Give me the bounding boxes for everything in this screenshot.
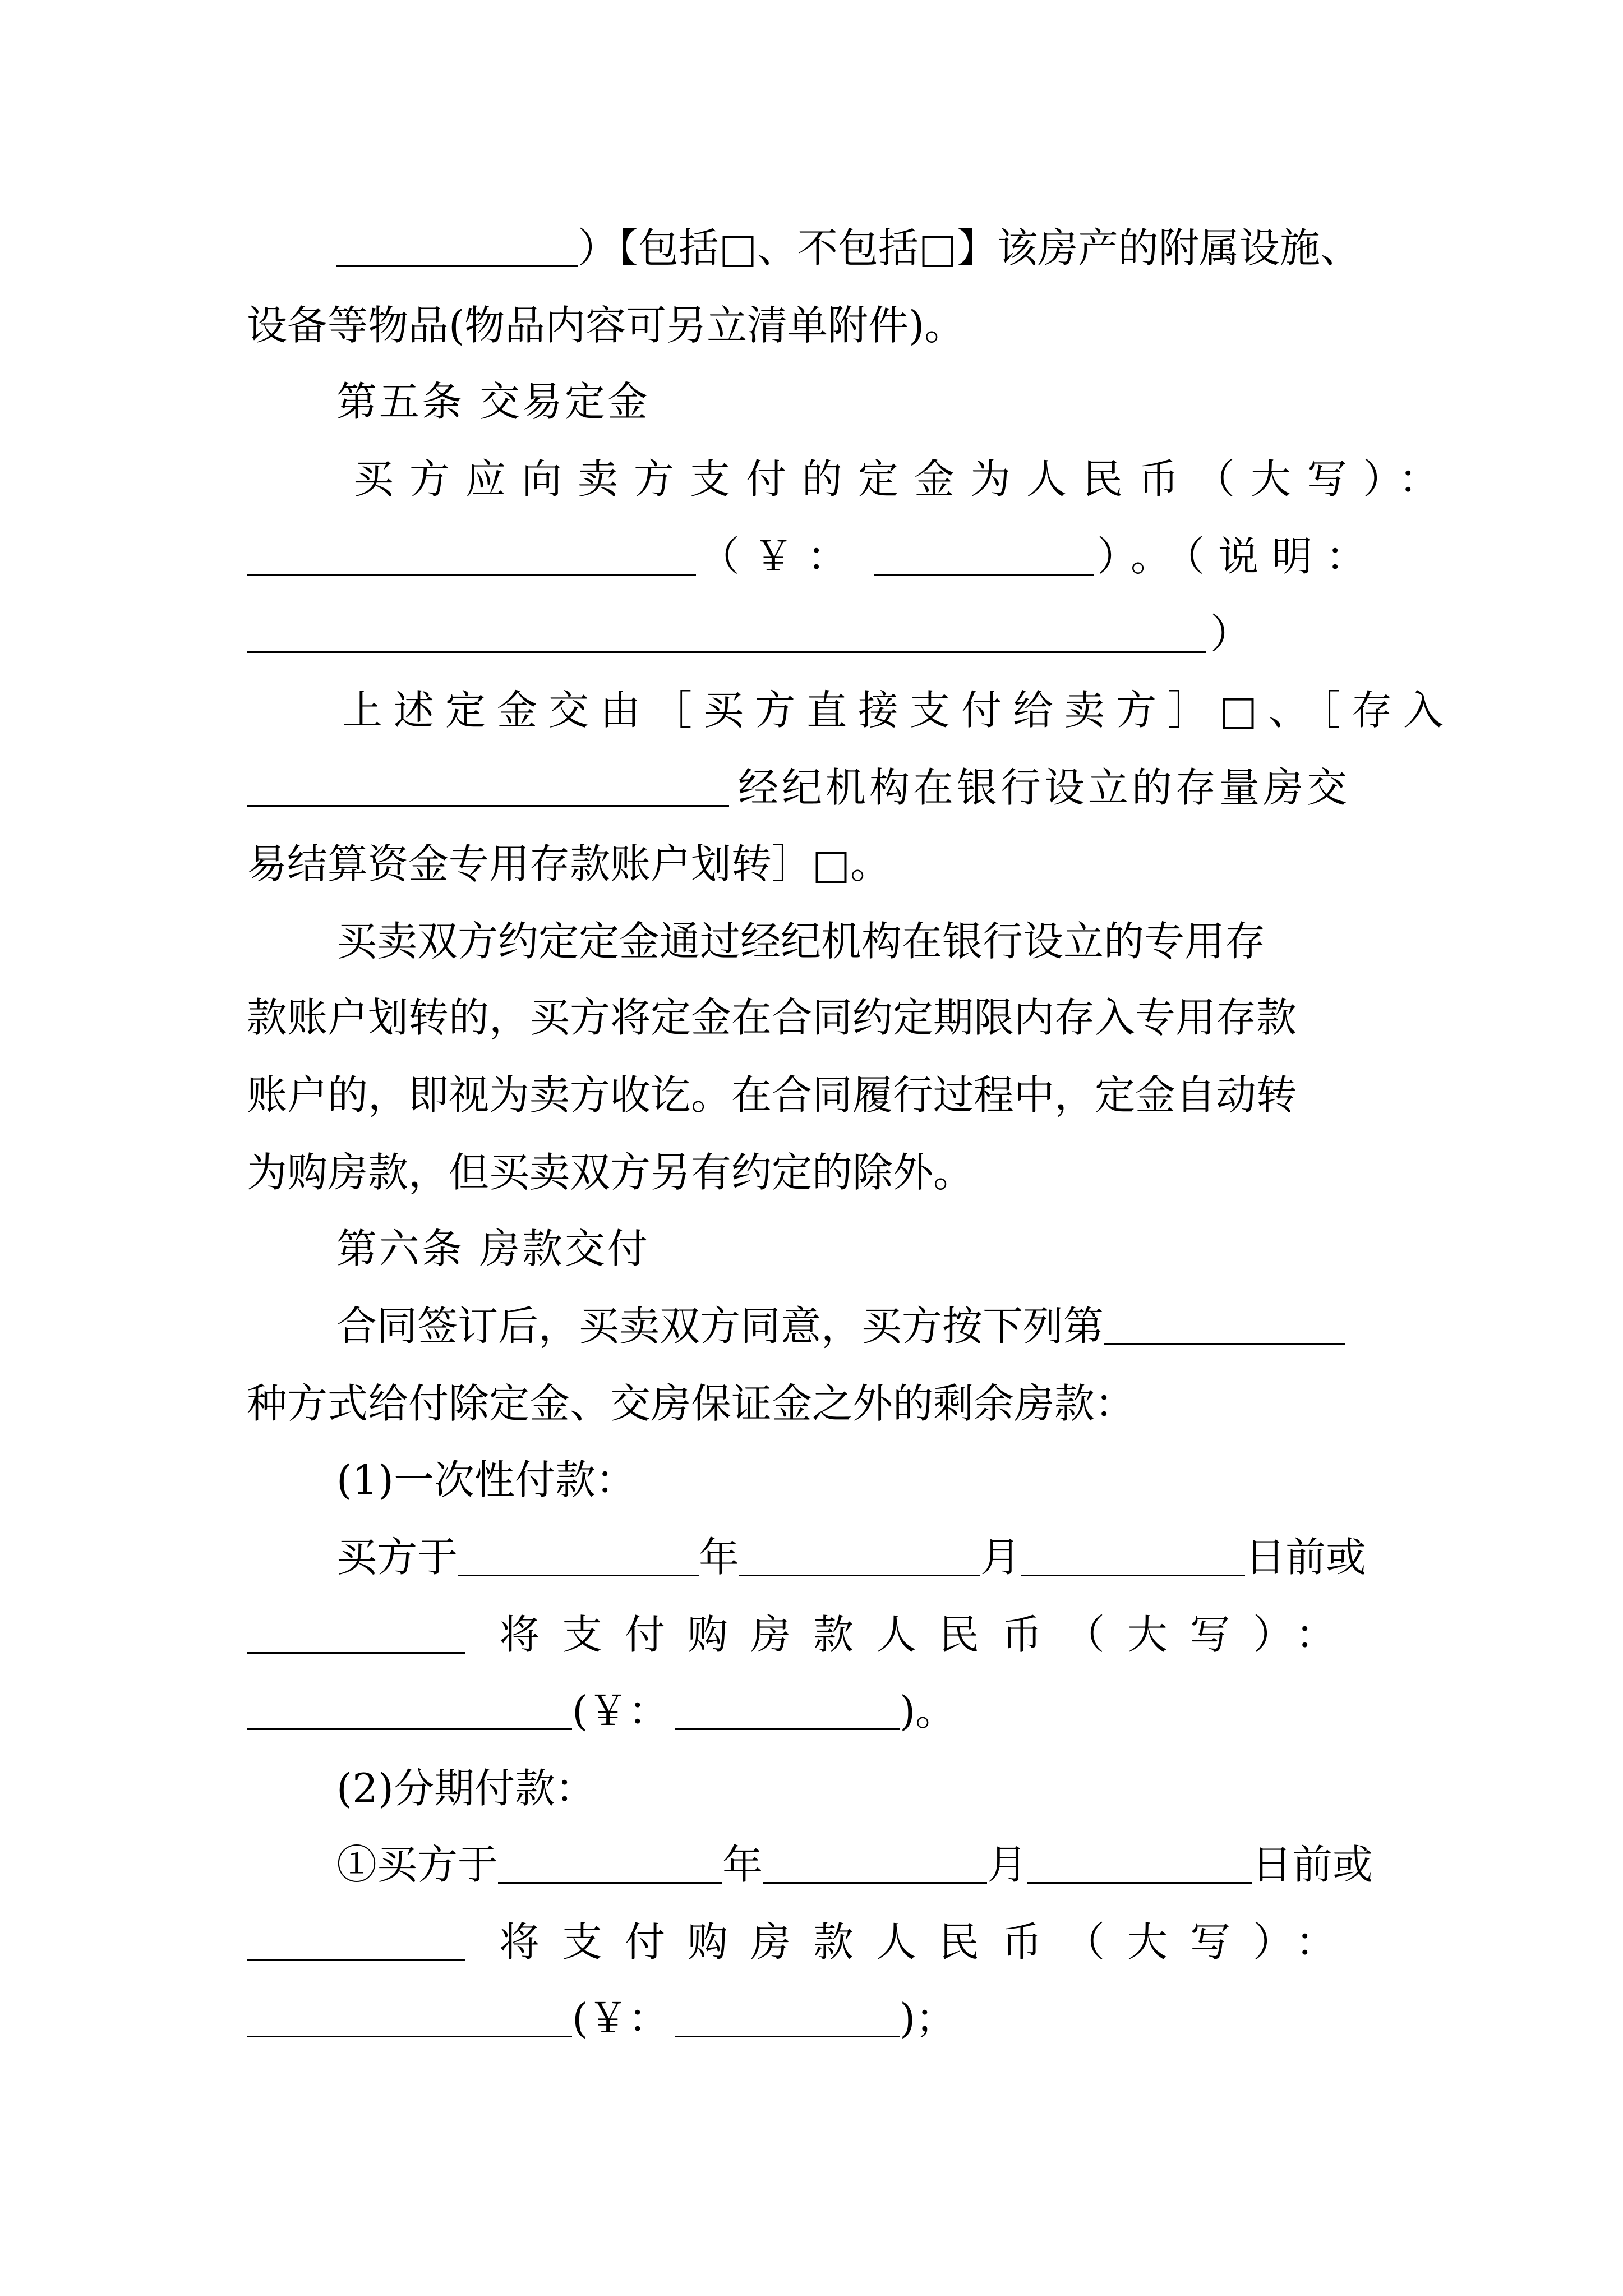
blank-underline [247, 803, 729, 807]
text-line-19 [247, 1601, 1380, 1668]
text-line-21-content: (2)分期付款： [336, 1765, 596, 1812]
section-heading-6-text: 第六条 房款交付 [336, 1225, 650, 1272]
text-line-24 [247, 1985, 1380, 2052]
text-line-11 [247, 984, 1380, 1051]
text-line-22 [247, 1831, 1380, 1898]
buyer-label: 买方于 [336, 1534, 458, 1581]
text-line-9-content: 易结算资金专用存款账户划转］□。 [247, 840, 891, 887]
text-line-10 [247, 908, 1380, 975]
text-line-8 [247, 754, 1380, 821]
text-line-7 [247, 677, 1455, 744]
text-line-4 [247, 445, 1455, 513]
text-line-12 [247, 1061, 1380, 1129]
text-line-1-content: ）【包括□、不包括□】该房产的附属设施、 [578, 224, 1361, 272]
day-blank [1021, 1572, 1245, 1576]
text-line-10-content: 买卖双方约定定金通过经纪机构在银行设立的专用存 [336, 918, 1266, 965]
month-label: 月 [987, 1841, 1028, 1888]
blank-underline [247, 572, 696, 576]
amount-blank [675, 1726, 900, 1730]
text-line-23-content: 将支付购房款人民币（大写）： [499, 1918, 1359, 1966]
buyer-label: ①买方于 [336, 1841, 499, 1888]
currency-label: (￥： [572, 1995, 669, 2042]
currency-label: （￥： [699, 533, 861, 580]
year-blank [498, 1880, 722, 1884]
text-line-4-content: 买方应向卖方支付的定金为人民币（大写）： [353, 455, 1455, 503]
closing-paren: )。 [900, 1687, 956, 1734]
text-line-9 [247, 830, 1380, 898]
day-label: 日前或 [1245, 1534, 1367, 1581]
text-line-11-content: 款账户划转的，买方将定金在合同约定期限内存入专用存款 [247, 994, 1297, 1041]
section-heading-5-text: 第五条 交易定金 [336, 378, 650, 425]
text-line-15-content: 合同签订后，买卖双方同意，买方按下列第 [336, 1303, 1104, 1350]
text-line-15 [247, 1292, 1380, 1360]
text-line-21 [247, 1755, 1380, 1822]
blank-underline [247, 1957, 465, 1961]
text-line-17 [247, 1446, 1380, 1513]
text-line-2 [247, 292, 1380, 359]
text-line-12-content: 账户的，即视为卖方收讫。在合同履行过程中，定金自动转 [247, 1071, 1297, 1119]
text-line-2-content: 设备等物品(物品内容可另立清单附件)。 [247, 302, 965, 349]
closing-paren: ） [1210, 610, 1251, 657]
text-line-18 [247, 1524, 1380, 1591]
currency-label: (￥： [572, 1687, 669, 1734]
blank-underline [247, 649, 1206, 653]
text-line-16 [247, 1370, 1380, 1437]
text-line-23 [247, 1908, 1380, 1976]
text-line-16-content: 种方式给付除定金、交房保证金之外的剩余房款： [247, 1380, 1136, 1427]
blank-underline [247, 2033, 572, 2037]
year-blank [458, 1572, 699, 1576]
text-line-13 [247, 1139, 1380, 1206]
note-label: ）。（说明： [1096, 533, 1380, 580]
blank-underline [247, 1726, 572, 1730]
text-line-20 [247, 1677, 1380, 1745]
amount-blank [675, 2033, 900, 2037]
blank-underline [874, 572, 1094, 576]
text-line-13-content: 为购房款，但买卖双方另有约定的除外。 [247, 1149, 974, 1196]
month-label: 月 [980, 1534, 1021, 1581]
year-label: 年 [722, 1841, 763, 1888]
section-heading-6 [247, 1215, 1380, 1282]
blank-underline [336, 263, 578, 267]
day-blank [1027, 1880, 1252, 1884]
day-label: 日前或 [1252, 1841, 1373, 1888]
text-line-1 [247, 214, 1380, 282]
text-line-7-content: 上述定金交由［买方直接支付给卖方］□、［存入 [342, 687, 1455, 734]
text-line-17-content: (1)一次性付款： [336, 1456, 636, 1503]
text-line-8-content: 经纪机构在银行设立的存量房交 [738, 764, 1351, 811]
text-line-19-content: 将支付购房款人民币（大写）： [499, 1611, 1359, 1658]
section-heading-5 [247, 368, 1380, 435]
year-label: 年 [699, 1534, 740, 1581]
blank-underline [1104, 1341, 1345, 1345]
closing-paren: )； [900, 1995, 956, 2042]
text-line-6 [247, 600, 1380, 668]
month-blank [739, 1572, 980, 1576]
blank-underline [247, 1650, 465, 1654]
text-line-5 [247, 523, 1380, 590]
month-blank [763, 1880, 987, 1884]
